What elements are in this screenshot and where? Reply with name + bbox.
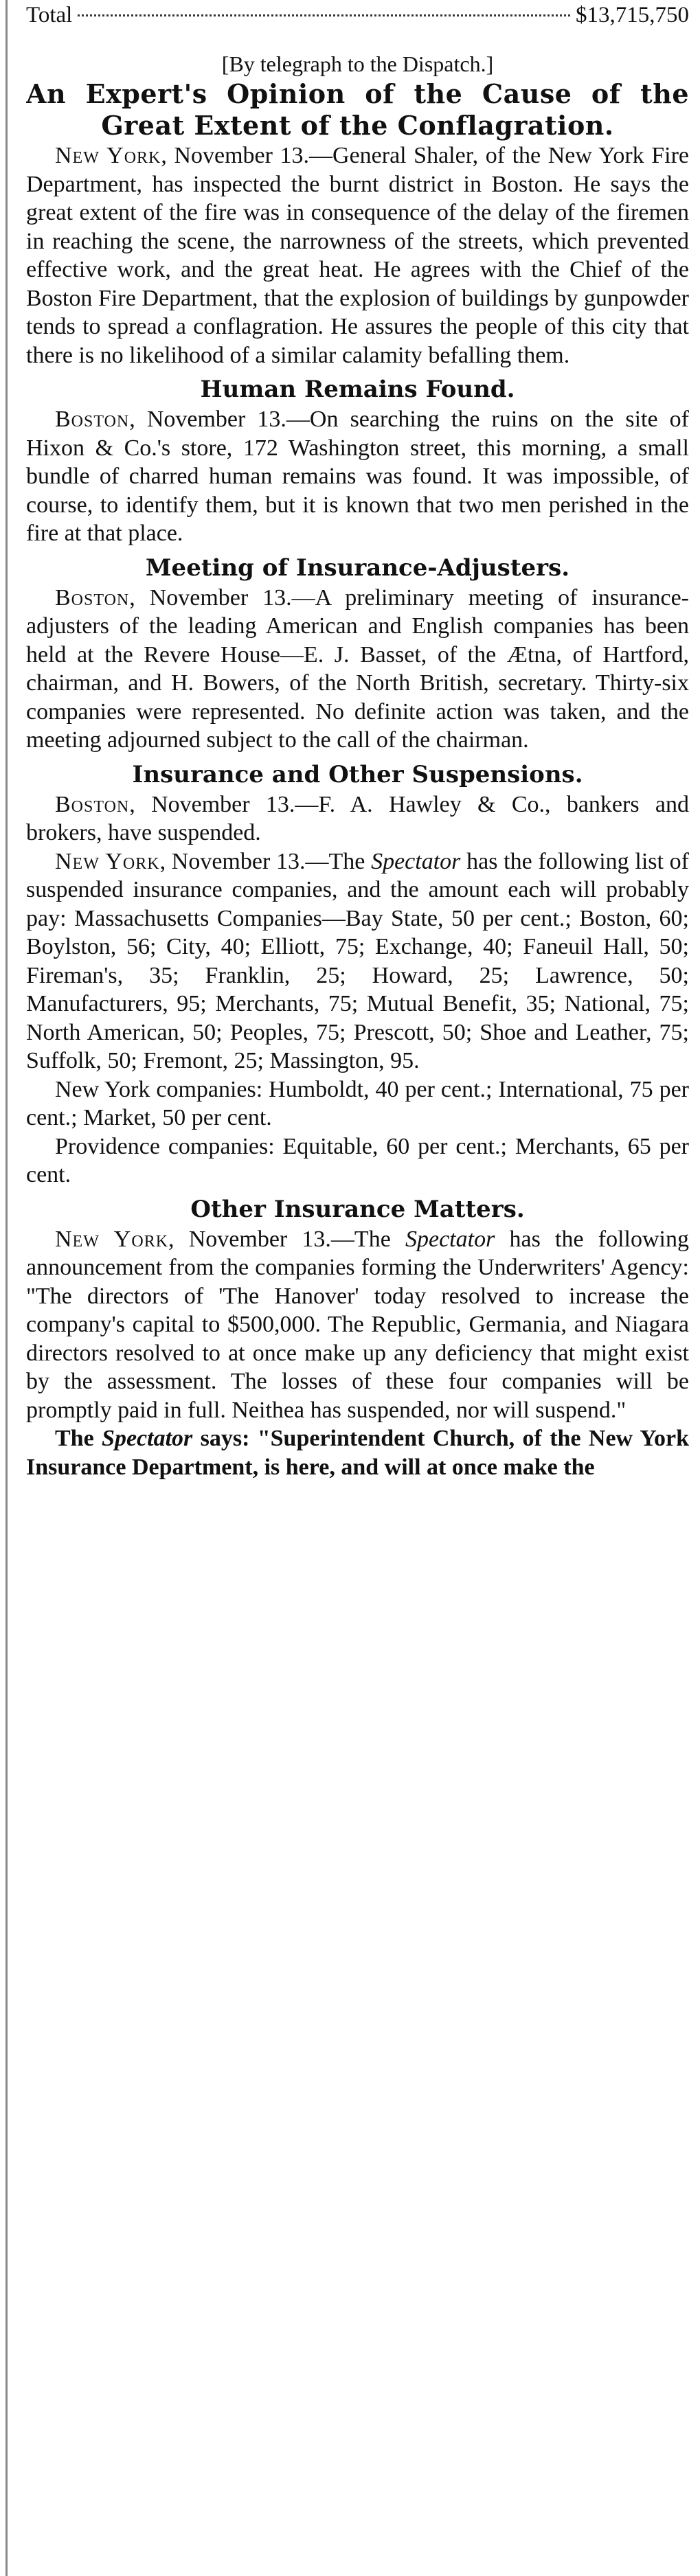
- article-paragraph: [26, 1225, 689, 1425]
- article-paragraph: [26, 790, 689, 847]
- dateline-place: New York: [55, 143, 161, 168]
- article-paragraph: [26, 405, 689, 548]
- paragraph-text: , November 13.—F. A. Hawley & Co., bankers and brokers, have suspended.: [26, 791, 689, 845]
- article-paragraph: [26, 584, 689, 755]
- dateline-place: New York: [55, 1226, 169, 1252]
- publication-name: Spectator: [405, 1226, 495, 1252]
- paragraph-text: , November 13.—A preliminary meeting of insurance-adjusters of the leading American and English companies has been held at the Revere House—E. J. Basset, of the Ætna, of Hartford, chairman, and H. Bowers, of the North British, secretary. Thirty-six companies were represented. No definite action was taken, and the meeting adjourned subject to the call of the chairman.: [26, 584, 689, 753]
- paragraph-text-lead: , November 13.—The: [168, 1226, 405, 1252]
- total-line: [26, 0, 689, 30]
- paragraph-text-lead: The: [55, 1426, 102, 1451]
- paragraph-text-lead: , November 13.—The: [159, 848, 372, 874]
- total-value: $13,715,750: [576, 3, 689, 27]
- dateline-place: New York: [55, 848, 160, 874]
- publication-name: Spectator: [102, 1426, 193, 1451]
- article-headline-human-remains: Human Remains Found.: [200, 376, 515, 403]
- dateline-place: Boston: [55, 407, 130, 432]
- total-label: Total: [26, 3, 73, 27]
- article-paragraph: [26, 1424, 689, 1481]
- article-paragraph: [26, 1132, 689, 1189]
- paragraph-text: has the following announcement from the companies forming the Underwriters' Agency: "The directors of 'The Hanover' today resolved to increase the company's capital to $500,000. The Republic, Germania, and Niagara directors resolved to at once make up any deficiency that might exist by the assessment. The losses of these four companies will be promptly paid in full. Neithea has suspended, nor will suspend.": [26, 1226, 689, 1423]
- article-headline-expert-opinion: An Expert's Opinion of the Cause of the Great Extent of the Conflagration.: [26, 78, 689, 141]
- article-paragraph: [26, 1075, 689, 1132]
- paragraph-text: Providence companies: Equitable, 60 per cent.; Merchants, 65 per cent.: [26, 1133, 689, 1187]
- dateline-place: Boston: [55, 791, 130, 817]
- paragraph-text: New York companies: Humboldt, 40 per cent.; International, 75 per cent.; Market, 50 per cent.: [26, 1076, 689, 1130]
- paragraph-text: has the following list of suspended insurance companies, and the amount each will probably pay: Massachusetts Companies—Bay State, 50 per cent.; Boston, 60; Boylston, 56; City, 40; Elliott, 75; Exchange, 40; Faneuil Hall, 50; Fireman's, 35; Franklin, 25; Howard, 25; Lawrence, 50; Manufacturers, 95; Merchants, 75; Mutual Benefit, 35; National, 75; North American, 50; Peoples, 75; Prescott, 50; Shoe and Leather, 75; Suffolk, 50; Fremont, 25; Massington, 95.: [26, 848, 689, 1073]
- article-paragraph: [26, 141, 689, 369]
- column-rule: [5, 0, 8, 2576]
- article-headline-other-insurance: Other Insurance Matters.: [190, 1195, 525, 1223]
- article-headline-suspensions: Insurance and Other Suspensions.: [132, 760, 583, 788]
- dot-leader: [78, 14, 570, 16]
- dateline-place: Boston: [55, 584, 130, 611]
- paragraph-text: says: "Superintendent Church, of the New York Insurance Department, is here, and will at once make the: [26, 1426, 689, 1480]
- paragraph-text: , November 13.—On searching the ruins on the site of Hixon & Co.'s store, 172 Washington street, this morning, a small bundle of charred human remains was found. It was impossible, of course, to identify them, but it is known that two men perished in the fire at that place.: [26, 407, 689, 546]
- paragraph-text: , November 13.—General Shaler, of the New York Fire Department, has inspected the burnt district in Boston. He says the great extent of the fire was in consequence of the delay of the firemen in reaching the scene, the narrowness of the streets, which prevented effective work, and the great heat. He agrees with the Chief of the Boston Fire Department, that the explosion of buildings by gunpowder tends to spread a conflagration. He assures the people of this city that there is no likelihood of a similar calamity befalling them.: [26, 143, 689, 368]
- article-paragraph: [26, 847, 689, 1075]
- publication-name: Spectator: [371, 848, 461, 874]
- telegraph-note: [By telegraph to the Dispatch.]: [221, 52, 494, 76]
- article-headline-insurance-adjusters: Meeting of Insurance-Adjusters.: [145, 554, 570, 582]
- newspaper-column: [26, 0, 689, 2576]
